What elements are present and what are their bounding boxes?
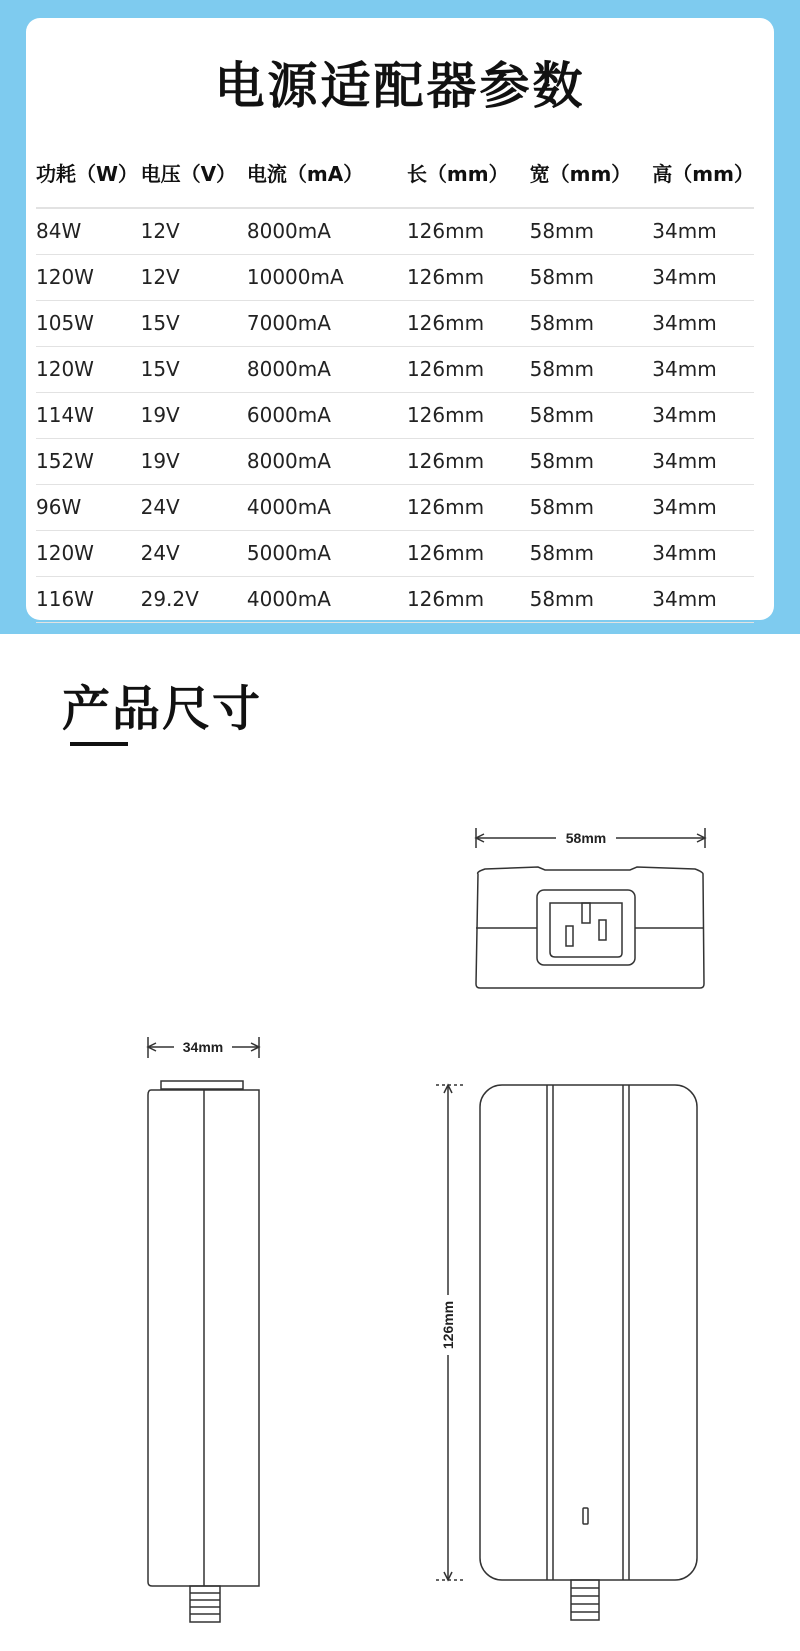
length-label: 126mm — [440, 1300, 456, 1350]
cell-voltage: 24V — [141, 484, 247, 530]
table-row — [36, 392, 754, 438]
cell-current: 8000mA — [247, 438, 407, 484]
cell-length: 126mm — [407, 484, 530, 530]
cell-width: 58mm — [530, 392, 653, 438]
table-row — [36, 530, 754, 576]
header-height: 高（mm） — [652, 138, 754, 208]
table-row — [36, 438, 754, 484]
section-title-underline — [70, 742, 128, 746]
cell-length: 126mm — [407, 208, 530, 254]
adapter-front-view — [480, 1085, 697, 1620]
cell-power: 120W — [36, 346, 141, 392]
adapter-side-view — [148, 1081, 259, 1622]
spec-table-title: 电源适配器参数 — [214, 57, 586, 115]
cell-power: 116W — [36, 576, 141, 622]
cell-voltage: 12V — [141, 254, 247, 300]
cell-height: 34mm — [652, 438, 754, 484]
cell-current: 4000mA — [247, 576, 407, 622]
cell-length: 126mm — [407, 438, 530, 484]
cell-current: 10000mA — [247, 254, 407, 300]
cell-height: 34mm — [652, 208, 754, 254]
cell-power: 96W — [36, 484, 141, 530]
cell-height: 34mm — [652, 392, 754, 438]
table-row — [36, 346, 754, 392]
cell-width: 58mm — [530, 438, 653, 484]
header-length: 长（mm） — [407, 138, 530, 208]
cell-length: 126mm — [407, 392, 530, 438]
table-row — [36, 484, 754, 530]
table-row — [36, 208, 754, 254]
cell-voltage: 19V — [141, 392, 247, 438]
table-row — [36, 576, 754, 622]
cell-height: 34mm — [652, 346, 754, 392]
cell-height: 34mm — [652, 254, 754, 300]
cell-length: 126mm — [407, 346, 530, 392]
cell-height: 34mm — [652, 530, 754, 576]
cell-width: 58mm — [530, 300, 653, 346]
cell-width: 58mm — [530, 530, 653, 576]
table-row — [36, 300, 754, 346]
cell-current: 4000mA — [247, 484, 407, 530]
cell-voltage: 29.2V — [141, 576, 247, 622]
cell-voltage: 15V — [141, 300, 247, 346]
table-header-row — [36, 138, 754, 208]
width-label: 58mm — [565, 830, 607, 846]
cell-power: 114W — [36, 392, 141, 438]
header-power: 功耗（W） — [36, 138, 141, 208]
header-current: 电流（mA） — [247, 138, 407, 208]
cell-width: 58mm — [530, 346, 653, 392]
dimension-drawing — [0, 760, 800, 1651]
cell-voltage: 12V — [141, 208, 247, 254]
header-voltage: 电压（V） — [141, 138, 247, 208]
adapter-top-view — [476, 867, 704, 988]
cell-width: 58mm — [530, 208, 653, 254]
cell-power: 152W — [36, 438, 141, 484]
cell-voltage: 24V — [141, 530, 247, 576]
cell-voltage: 15V — [141, 346, 247, 392]
iec-power-inlet-icon — [537, 890, 635, 965]
cell-height: 34mm — [652, 300, 754, 346]
cell-height: 34mm — [652, 576, 754, 622]
cell-current: 8000mA — [247, 208, 407, 254]
cell-current: 5000mA — [247, 530, 407, 576]
cell-voltage: 19V — [141, 438, 247, 484]
spec-card — [26, 18, 774, 620]
cell-width: 58mm — [530, 254, 653, 300]
cell-width: 58mm — [530, 484, 653, 530]
cell-length: 126mm — [407, 576, 530, 622]
cell-height: 34mm — [652, 484, 754, 530]
header-width: 宽（mm） — [530, 138, 653, 208]
dimensions-section-title: 产品尺寸 — [62, 681, 263, 737]
cell-current: 8000mA — [247, 346, 407, 392]
height-label: 34mm — [182, 1039, 224, 1055]
cell-length: 126mm — [407, 300, 530, 346]
cell-power: 84W — [36, 208, 141, 254]
cell-length: 126mm — [407, 254, 530, 300]
table-row — [36, 254, 754, 300]
cell-current: 7000mA — [247, 300, 407, 346]
cell-power: 120W — [36, 254, 141, 300]
spec-table — [36, 138, 754, 623]
cell-current: 6000mA — [247, 392, 407, 438]
cell-power: 120W — [36, 530, 141, 576]
cell-width: 58mm — [530, 576, 653, 622]
cell-length: 126mm — [407, 530, 530, 576]
cell-power: 105W — [36, 300, 141, 346]
